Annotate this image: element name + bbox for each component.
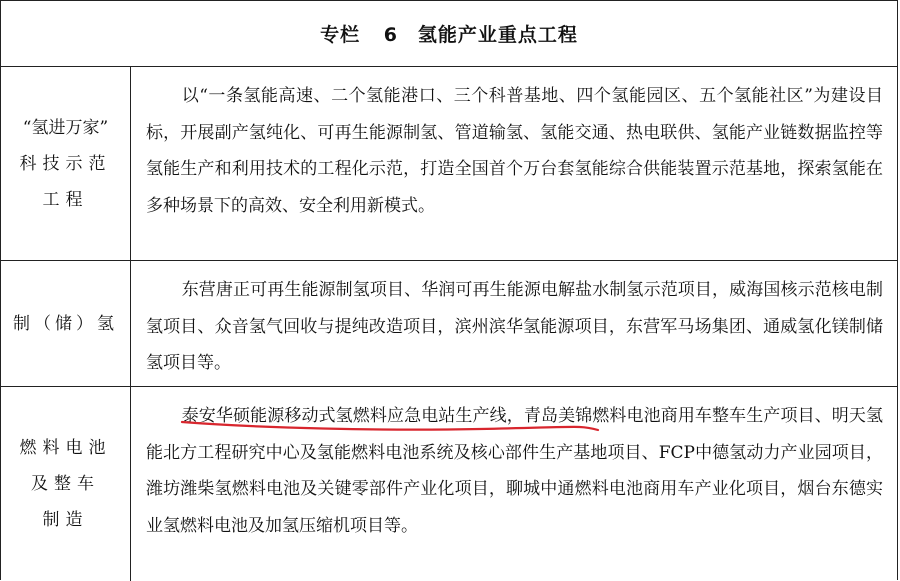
table-row (1, 261, 897, 387)
row-content-text: 以“一条氢能高速、二个氢能港口、三个科普基地、四个氢能园区、五个氢能社区”为建设目标，开展副产氢纯化、可再生能源制氢、管道输氢、氢能交通、热电联供、氢能产业链数据监控等氢能生产和利用技术的工程化示范，打造全国首个万台套氢能综合供能装置示范基地，探索氢能在多种场景下的高效、安全利用新模式。 (146, 86, 883, 216)
row-label-line: 工程 (42, 189, 89, 210)
row-label-cell (1, 67, 131, 260)
row-label-line: 燃料电池 (19, 438, 112, 458)
table-title-row (1, 1, 897, 67)
row-content-text (146, 398, 883, 544)
row-label-line: 制造 (42, 510, 89, 530)
row-content-text: 东营唐正可再生能源制氢项目、华润可再生能源电解盐水制氢示范项目，威海国核示范核电制氢项目、众音氢气回收与提纯改造项目，滨州滨华氢能源项目，东营军马场集团、通威氢化镁制储氢项目等。 (146, 280, 883, 373)
row-content-cell (132, 261, 897, 386)
highlighted-project-text: 泰安华硕能源移动式氢燃料应急电站生产线 (181, 406, 507, 426)
row-content-cell (132, 67, 897, 260)
row-content-rest: ，青岛美锦燃料电池商用车整车生产项目、明天氢能北方工程研究中心及氢能燃料电池系统及核心部件生产基地项目、FCP中德氢动力产业园项目，潍坊潍柴氢燃料电池及关键零部件产业化项目，聊城中通燃料电池商用车产业化项目，烟台东德实业氢燃料电池及加氢压缩机项目等。 (146, 406, 884, 536)
table-row (1, 67, 897, 261)
row-label-line: 及整车 (31, 474, 100, 494)
row-label-line: “氢进万家” (22, 117, 109, 138)
row-label-cell (1, 387, 131, 581)
table-row (1, 387, 897, 581)
row-content-cell (132, 387, 897, 581)
table-title: 专栏 6 氢能产业重点工程 (320, 24, 578, 46)
row-label-line: 科技示范 (19, 153, 112, 174)
row-label-cell (1, 261, 131, 386)
row-label-line: 制（储）氢 (13, 313, 118, 334)
